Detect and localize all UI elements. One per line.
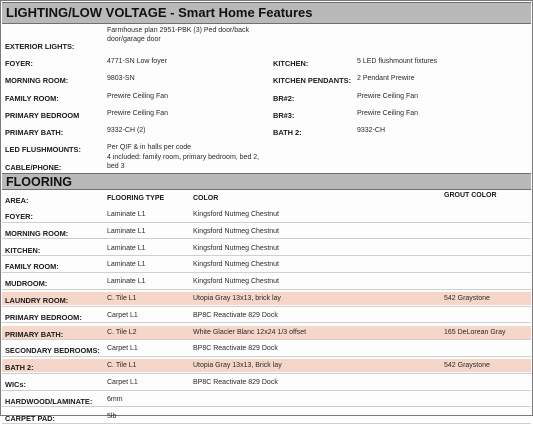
flooring-area-cell: KITCHEN: [5, 245, 41, 255]
flooring-row-divider [2, 373, 531, 374]
flooring-row-divider [2, 272, 531, 273]
flooring-area-cell: FOYER: [5, 212, 33, 221]
family-room-lighting-value: Prewire Ceiling Fan [107, 93, 169, 100]
flooring-color-cell: Utopia Gray 13x13, brick lay [193, 295, 281, 302]
flooring-type-column-header: FLOORING TYPE [107, 195, 165, 202]
foyer-lighting-label: FOYER: [5, 59, 33, 68]
flooring-color-cell: Kingsford Nutmeg Chestnut [193, 244, 279, 252]
flooring-area-cell: SECONDARY BEDROOMS: [5, 346, 100, 356]
flooring-row-divider [2, 339, 531, 340]
flooring-type-cell: Carpet L1 [107, 345, 138, 353]
flooring-row-divider [2, 322, 531, 323]
flooring-type-cell: 5lb [107, 412, 117, 420]
flooring-row-divider [2, 238, 531, 239]
morning-room-lighting-label: MORNING ROOM: [5, 76, 69, 85]
flooring-color-cell: BP8C Reactivate 829 Dock [193, 345, 278, 353]
primary-bedroom-lighting-label: PRIMARY BEDROOM [5, 111, 80, 120]
flooring-grout-cell: 165 DeLorean Gray [444, 328, 506, 336]
flooring-type-cell: Laminate L1 [107, 211, 146, 218]
flooring-row-divider [2, 356, 531, 357]
flooring-area-cell: FAMILY ROOM: [5, 262, 59, 272]
flooring-color-cell: Kingsford Nutmeg Chestnut [193, 211, 279, 218]
kitchen-pendants-label: KITCHEN PENDANTS: [273, 76, 352, 85]
flooring-section-header: FLOORING [2, 173, 531, 190]
flooring-area-cell: LAUNDRY ROOM: [5, 296, 69, 305]
flooring-color-column-header: COLOR [193, 195, 219, 202]
exterior-lights-label: EXTERIOR LIGHTS: [5, 42, 75, 51]
exterior-lights-value-line2: door/garage door [107, 36, 161, 43]
flooring-area-cell: PRIMARY BEDROOM: [5, 312, 82, 322]
flooring-color-cell: Utopia Gray 13x13, Brick lay [193, 362, 282, 370]
flooring-type-cell: C. Tile L1 [107, 362, 137, 370]
flooring-type-cell: Laminate L1 [107, 261, 146, 269]
flooring-area-cell: HARDWOOD/LAMINATE: [5, 396, 93, 406]
foyer-lighting-value: 4771-SN Low foyer [107, 58, 167, 65]
br3-lighting-value: Prewire Ceiling Fan [357, 110, 419, 117]
flooring-area-cell: MUDROOM: [5, 279, 48, 289]
flooring-type-cell: Laminate L1 [107, 278, 146, 286]
cable-phone-value-line1: 4 included: family room, primary bedroom, bed 2, [107, 154, 260, 161]
kitchen-lighting-label: KITCHEN: [273, 59, 309, 68]
bath2-lighting-value: 9332-CH [357, 127, 386, 134]
flooring-row-divider [2, 289, 531, 290]
led-flushmounts-value: Per QIF & in halls per code [107, 144, 192, 151]
flooring-type-cell: Laminate L1 [107, 227, 146, 235]
flooring-color-cell: White Glacier Blanc 12x24 1/3 offset [193, 328, 307, 336]
flooring-area-cell: BATH 2: [5, 363, 34, 373]
flooring-color-cell: Kingsford Nutmeg Chestnut [193, 227, 279, 235]
br3-lighting-label: BR#3: [273, 111, 295, 120]
flooring-type-cell: C. Tile L1 [107, 295, 137, 302]
flooring-type-cell: Carpet L1 [107, 311, 138, 319]
br2-lighting-value: Prewire Ceiling Fan [357, 93, 419, 100]
flooring-area-cell: CARPET PAD: [5, 413, 55, 423]
exterior-lights-value-line1: Farmhouse plan 2951-PBK (3) Ped door/back [107, 27, 250, 34]
flooring-color-cell: Kingsford Nutmeg Chestnut [193, 278, 279, 286]
flooring-grout-cell: 542 Graystone [444, 295, 490, 302]
cable-phone-label: CABLE/PHONE: [5, 163, 62, 172]
bath2-lighting-label: BATH 2: [273, 128, 302, 137]
family-room-lighting-label: FAMILY ROOM: [5, 94, 59, 103]
flooring-color-cell: BP8C Reactivate 829 Dock [193, 311, 278, 319]
flooring-type-cell: Laminate L1 [107, 244, 146, 252]
morning-room-lighting-value: 9803-SN [107, 75, 135, 82]
kitchen-lighting-value: 5 LED flushmount fixtures [357, 58, 438, 65]
led-flushmounts-label: LED FLUSHMOUNTS: [5, 145, 81, 154]
flooring-grout-column-header: GROUT COLOR [444, 192, 497, 199]
flooring-grout-cell: 542 Graystone [444, 362, 490, 370]
cable-phone-value-line2: bed 3 [107, 163, 125, 170]
flooring-type-cell: C. Tile L2 [107, 328, 137, 336]
primary-bath-lighting-label: PRIMARY BATH: [5, 128, 64, 137]
flooring-area-cell: WICs: [5, 380, 26, 389]
kitchen-pendants-value: 2 Pendant Prewire [357, 75, 415, 82]
flooring-color-cell: Kingsford Nutmeg Chestnut [193, 261, 279, 269]
primary-bath-lighting-value: 9332-CH (2) [107, 127, 146, 134]
flooring-type-cell: Carpet L1 [107, 379, 138, 386]
flooring-row-divider [2, 222, 531, 223]
flooring-row-divider [2, 406, 531, 407]
flooring-row-divider [2, 255, 531, 256]
flooring-type-cell: 6mm [107, 395, 123, 403]
br2-lighting-label: BR#2: [273, 94, 295, 103]
lighting-section-header: LIGHTING/LOW VOLTAGE - Smart Home Features [2, 2, 531, 24]
flooring-area-cell: MORNING ROOM: [5, 228, 69, 238]
flooring-color-cell: BP8C Reactivate 829 Dock [193, 379, 278, 386]
flooring-row-divider [2, 390, 531, 391]
flooring-area-column-header: AREA: [5, 196, 29, 205]
primary-bedroom-lighting-value: Prewire Ceiling Fan [107, 110, 169, 117]
flooring-row-divider [2, 306, 531, 307]
flooring-area-cell: PRIMARY BATH: [5, 329, 64, 339]
